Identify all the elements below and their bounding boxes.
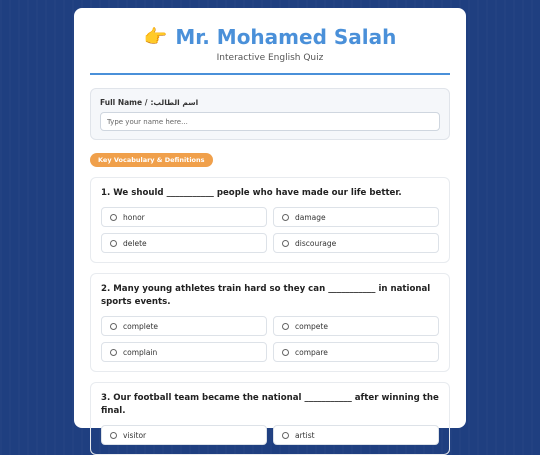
option-label: honor xyxy=(123,212,145,222)
radio-icon[interactable] xyxy=(110,240,117,247)
question-2 xyxy=(90,273,450,372)
quiz-card xyxy=(74,8,466,440)
title-text: Mr. Mohamed Salah xyxy=(175,25,397,49)
radio-icon[interactable] xyxy=(110,323,117,330)
answer-options xyxy=(101,425,439,445)
answer-option[interactable] xyxy=(273,425,439,445)
option-label: damage xyxy=(295,212,326,222)
option-label: discourage xyxy=(295,238,337,248)
radio-icon[interactable] xyxy=(282,240,289,247)
answer-option[interactable] xyxy=(101,233,267,253)
name-section xyxy=(90,88,450,140)
option-label: delete xyxy=(123,238,147,248)
answer-options xyxy=(101,207,439,253)
answer-option[interactable] xyxy=(101,316,267,336)
page-title xyxy=(74,24,466,50)
radio-icon[interactable] xyxy=(110,432,117,439)
answer-option[interactable] xyxy=(101,342,267,362)
option-label: visitor xyxy=(123,430,147,440)
option-label: complain xyxy=(123,347,158,357)
answer-option[interactable] xyxy=(273,342,439,362)
radio-icon[interactable] xyxy=(110,349,117,356)
radio-icon[interactable] xyxy=(282,214,289,221)
subtitle: Interactive English Quiz xyxy=(216,53,324,63)
question-3 xyxy=(90,382,450,455)
answer-option[interactable] xyxy=(101,425,267,445)
option-label: complete xyxy=(123,321,159,331)
option-label: compete xyxy=(295,321,328,331)
radio-icon[interactable] xyxy=(110,214,117,221)
radio-icon[interactable] xyxy=(282,323,289,330)
answer-option[interactable] xyxy=(273,316,439,336)
question-text: 1. We should ___________ people who have made our life better. xyxy=(101,188,402,198)
answer-options xyxy=(101,316,439,362)
answer-option[interactable] xyxy=(273,207,439,227)
radio-icon[interactable] xyxy=(282,432,289,439)
header xyxy=(74,8,466,63)
answer-option[interactable] xyxy=(101,207,267,227)
radio-icon[interactable] xyxy=(282,349,289,356)
name-label-ar: اسم الطالب: xyxy=(150,98,199,107)
option-label: compare xyxy=(295,347,328,357)
header-divider xyxy=(90,73,450,75)
name-label xyxy=(100,98,440,107)
option-label: artist xyxy=(295,430,315,440)
name-label-en: Full Name / xyxy=(100,98,148,107)
pointing-hand-icon: 👉 xyxy=(143,26,168,48)
question-text: 3. Our football team became the national ___________ after winning the final. xyxy=(101,393,439,416)
question-1 xyxy=(90,177,450,263)
question-text: 2. Many young athletes train hard so they can ___________ in national sports events. xyxy=(101,284,431,307)
full-name-input[interactable] xyxy=(100,112,440,131)
key-vocabulary-button[interactable]: Key Vocabulary & Definitions xyxy=(90,153,213,167)
answer-option[interactable] xyxy=(273,233,439,253)
